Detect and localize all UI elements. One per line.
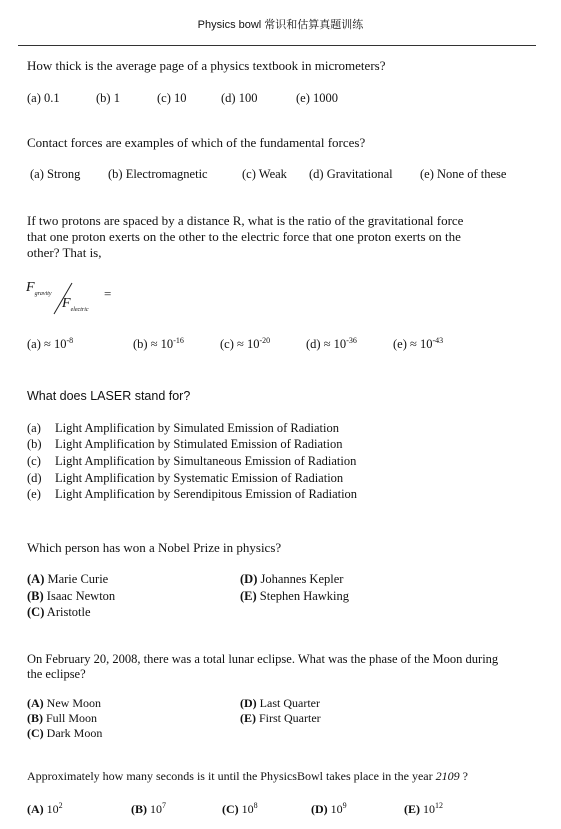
q3-option-e: $(e) \approx 10^{-43}$: [393, 336, 444, 352]
q4-option-a: (a) Light Amplification by Simulated Emission of Radiation: [27, 421, 340, 435]
q6-option-d: (D) Last Quarter: [240, 696, 320, 710]
question-3-line-1: If two protons are spaced by a distance R, what is the ratio of the gravitational force: [27, 213, 464, 228]
electric-force-symbol: $F_{electric}$: [62, 296, 89, 313]
q3-option-a: $(a) \approx 10^{-8}$: [27, 336, 74, 352]
q2-option-d: (d) Gravitational: [309, 167, 393, 181]
q5-option-a: (A) Marie Curie: [27, 572, 109, 586]
q3-option-b: $(b) \approx 10^{-16}$: [133, 336, 184, 352]
q1-option-e: (e) 1000: [296, 91, 338, 105]
gravity-force-symbol: $F_{gravity}$: [26, 280, 52, 297]
q4-option-e: (e) Light Amplification by Serendipitous Emission of Radiation: [27, 487, 358, 501]
question-2-text: Contact forces are examples of which of the fundamental forces?: [27, 135, 366, 150]
q7-option-d: (D) $10^9$: [311, 801, 347, 816]
question-6-line-2: the eclipse?: [27, 667, 86, 681]
q4-option-c: (c) Light Amplification by Simultaneous Emission of Radiation: [27, 454, 357, 468]
question-5-text: Which person has won a Nobel Prize in physics?: [27, 540, 282, 555]
q2-option-a: (a) Strong: [30, 167, 81, 181]
question-7-text: Approximately how many seconds is it until the PhysicsBowl takes place in the year 2109 ?: [27, 769, 468, 783]
q7-option-e: (E) $10^{12}$: [404, 801, 443, 816]
q1-option-b: (b) 1: [96, 91, 120, 105]
q6-option-e: (E) First Quarter: [240, 711, 321, 725]
q5-option-e: (E) Stephen Hawking: [240, 589, 350, 603]
q1-option-c: (c) 10: [157, 91, 187, 105]
force-ratio-formula: [26, 280, 146, 322]
q6-option-b: (B) Full Moon: [27, 711, 98, 725]
q2-option-b: (b) Electromagnetic: [108, 167, 208, 181]
q2-option-c: (c) Weak: [242, 167, 287, 181]
q6-option-c: (C) Dark Moon: [27, 726, 103, 740]
q5-option-c: (C) Aristotle: [27, 605, 91, 619]
q2-option-e: (e) None of these: [420, 167, 507, 181]
equals-sign: =: [104, 286, 112, 301]
q1-option-a: (a) 0.1: [27, 91, 60, 105]
question-3-line-2: that one proton exerts on the other to the electric force that one proton exerts on the: [27, 229, 461, 244]
q4-option-b: (b) Light Amplification by Stimulated Emission of Radiation: [27, 437, 343, 451]
question-3-line-3: other? That is,: [27, 245, 102, 260]
q3-option-d: $(d) \approx 10^{-36}$: [306, 336, 357, 352]
header-rule: [18, 45, 536, 46]
page-header: Physics bowl 常识和估算真题训练: [197, 19, 364, 31]
q3-option-c: $(c) \approx 10^{-20}$: [220, 336, 271, 352]
q4-option-d: (d) Light Amplification by Systematic Emission of Radiation: [27, 471, 344, 485]
q7-option-a: (A) $10^2$: [27, 801, 63, 816]
q6-option-a: (A) New Moon: [27, 696, 101, 710]
question-1-text: How thick is the average page of a physics textbook in micrometers?: [27, 58, 386, 73]
q1-option-d: (d) 100: [221, 91, 258, 105]
q7-option-b: (B) $10^7$: [131, 801, 166, 816]
question-6-line-1: On February 20, 2008, there was a total lunar eclipse. What was the phase of the Moon during: [27, 652, 499, 666]
question-4-text: What does LASER stand for?: [27, 389, 191, 403]
q5-option-b: (B) Isaac Newton: [27, 589, 116, 603]
q7-option-c: (C) $10^8$: [222, 801, 258, 816]
q5-option-d: (D) Johannes Kepler: [240, 572, 344, 586]
